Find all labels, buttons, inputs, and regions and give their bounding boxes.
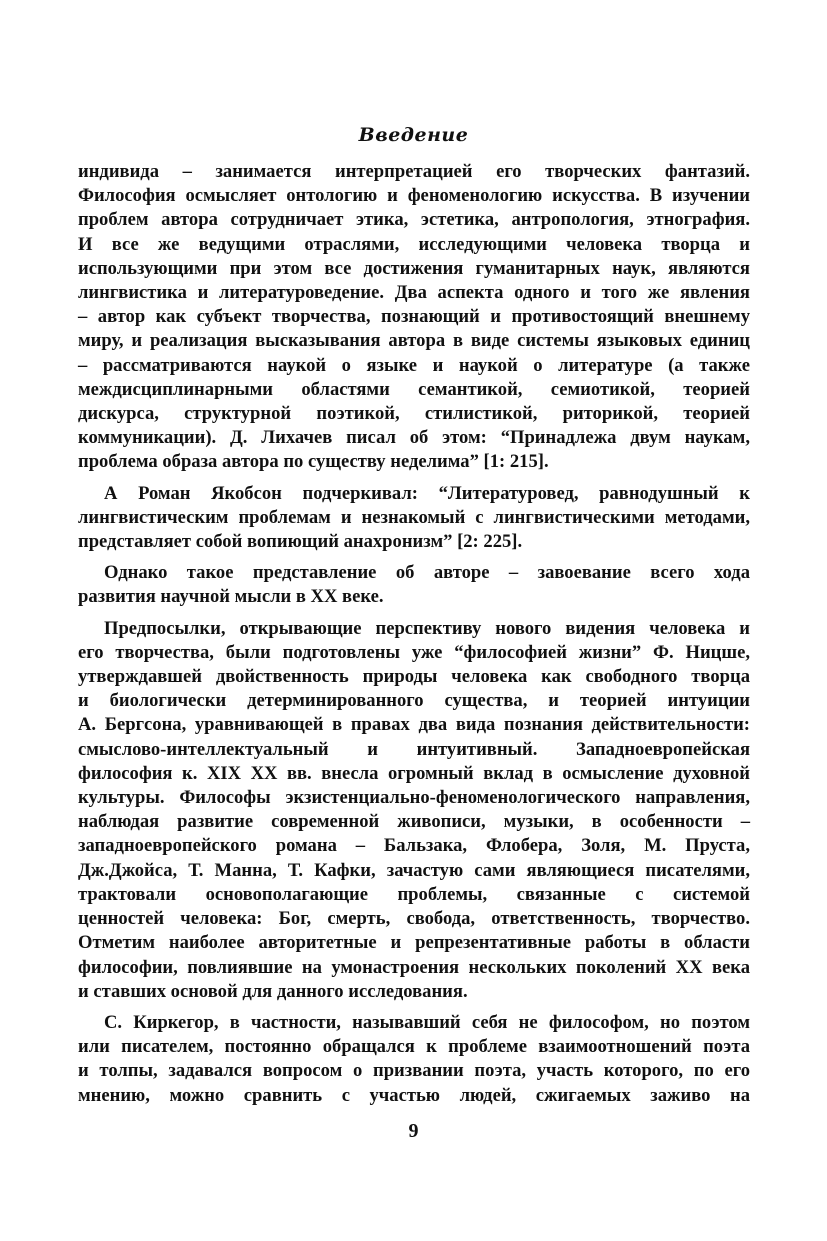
text-line: и ставших основой для данного исследования.	[78, 980, 468, 1002]
text-line: и толпы, задавался вопросом о призвании поэта, участь которого, по его	[78, 1060, 750, 1082]
text-line: проблем автора сотрудничает этика, эстетика, антропология, этнография.	[78, 209, 750, 231]
body-text	[78, 160, 750, 1108]
text-line: философия к. XIX XX вв. внесла огромный вклад в осмысление духовной	[78, 762, 750, 784]
text-line: А. Бергсона, уравнивающей в правах два вида познания действительности:	[78, 714, 750, 736]
paragraph-kierkegaard	[78, 1011, 750, 1108]
running-header: Введение	[358, 124, 469, 146]
text-line: Философия осмысляет онтологию и феноменологию искусства. В изучении	[78, 185, 750, 207]
text-line: Отметим наиболее авторитетные и репрезентативные работы в области	[78, 932, 750, 954]
text-line: и биологически детерминированного существа, и теорией интуиции	[78, 690, 750, 712]
text-line: А Роман Якобсон подчеркивал: “Литературовед, равнодушный к	[104, 482, 750, 504]
text-line: утверждавшей двойственность природы человека как свободного творца	[78, 666, 750, 688]
text-line: Дж.Джойса, Т. Манна, Т. Кафки, зачастую сами являющиеся писателями,	[78, 859, 750, 881]
text-line: коммуникации). Д. Лихачев писал об этом: “Принадлежа двум наукам,	[78, 427, 750, 449]
text-line: смыслово-интеллектуальный и интуитивный. Западноевропейская	[78, 738, 750, 760]
paragraph-author-concept	[78, 561, 750, 609]
text-line: мнению, можно сравнить с участью людей, сжигаемых заживо на	[78, 1084, 750, 1106]
paragraph-prerequisites	[78, 617, 750, 1004]
text-line: культуры. Философы экзистенциально-феноменологического направления,	[78, 787, 750, 809]
paragraph-jakobson	[78, 482, 750, 555]
text-line: лингвистика и литературоведение. Два аспекта одного и того же явления	[78, 282, 750, 304]
text-line: миру, и реализация высказывания автора в виде системы языковых единиц	[78, 330, 750, 352]
text-line: С. Киркегор, в частности, называвший себя не философом, но поэтом	[104, 1011, 750, 1033]
text-line: междисциплинарными областями семантикой, семиотикой, теорией	[78, 378, 750, 400]
text-line: дискурса, структурной поэтикой, стилистикой, риторикой, теорией	[78, 403, 750, 425]
text-line: представляет собой вопиющий анахронизм” [2: 225].	[78, 531, 523, 553]
text-line: философии, повлиявшие на умонастроения нескольких поколений XX века	[78, 956, 750, 978]
text-line: наблюдая развитие современной живописи, музыки, в особенности –	[78, 811, 750, 833]
text-line: проблема образа автора по существу неделима” [1: 215].	[78, 451, 549, 473]
paragraph-continuation	[78, 160, 750, 475]
text-line: – рассматриваются наукой о языке и наукой о литературе (а также	[78, 354, 750, 376]
text-line: развития научной мысли в XX веке.	[78, 586, 384, 608]
text-line: Предпосылки, открывающие перспективу нового видения человека и	[104, 617, 750, 639]
page-number: 9	[408, 1120, 419, 1142]
text-line: использующими при этом все достижения гуманитарных наук, являются	[78, 257, 750, 279]
text-line: трактовали основополагающие проблемы, связанные с системой	[78, 883, 750, 905]
text-line: лингвистическим проблемам и незнакомый с лингвистическими методами,	[78, 506, 750, 528]
text-line: индивида – занимается интерпретацией его творческих фантазий.	[78, 161, 750, 182]
text-line: – автор как субъект творчества, познающий и противостоящий внешнему	[78, 306, 750, 328]
text-line: западноевропейского романа – Бальзака, Флобера, Золя, М. Пруста,	[78, 835, 750, 857]
text-line: ценностей человека: Бог, смерть, свобода, ответственность, творчество.	[78, 908, 750, 930]
text-line: или писателем, постоянно обращался к проблеме взаимоотношений поэта	[78, 1036, 750, 1058]
text-line: И все же ведущими отраслями, исследующими человека творца и	[78, 233, 750, 255]
text-line: его творчества, были подготовлены уже “философией жизни” Ф. Ницше,	[78, 641, 750, 663]
text-line: Однако такое представление об авторе – завоевание всего хода	[104, 562, 750, 584]
